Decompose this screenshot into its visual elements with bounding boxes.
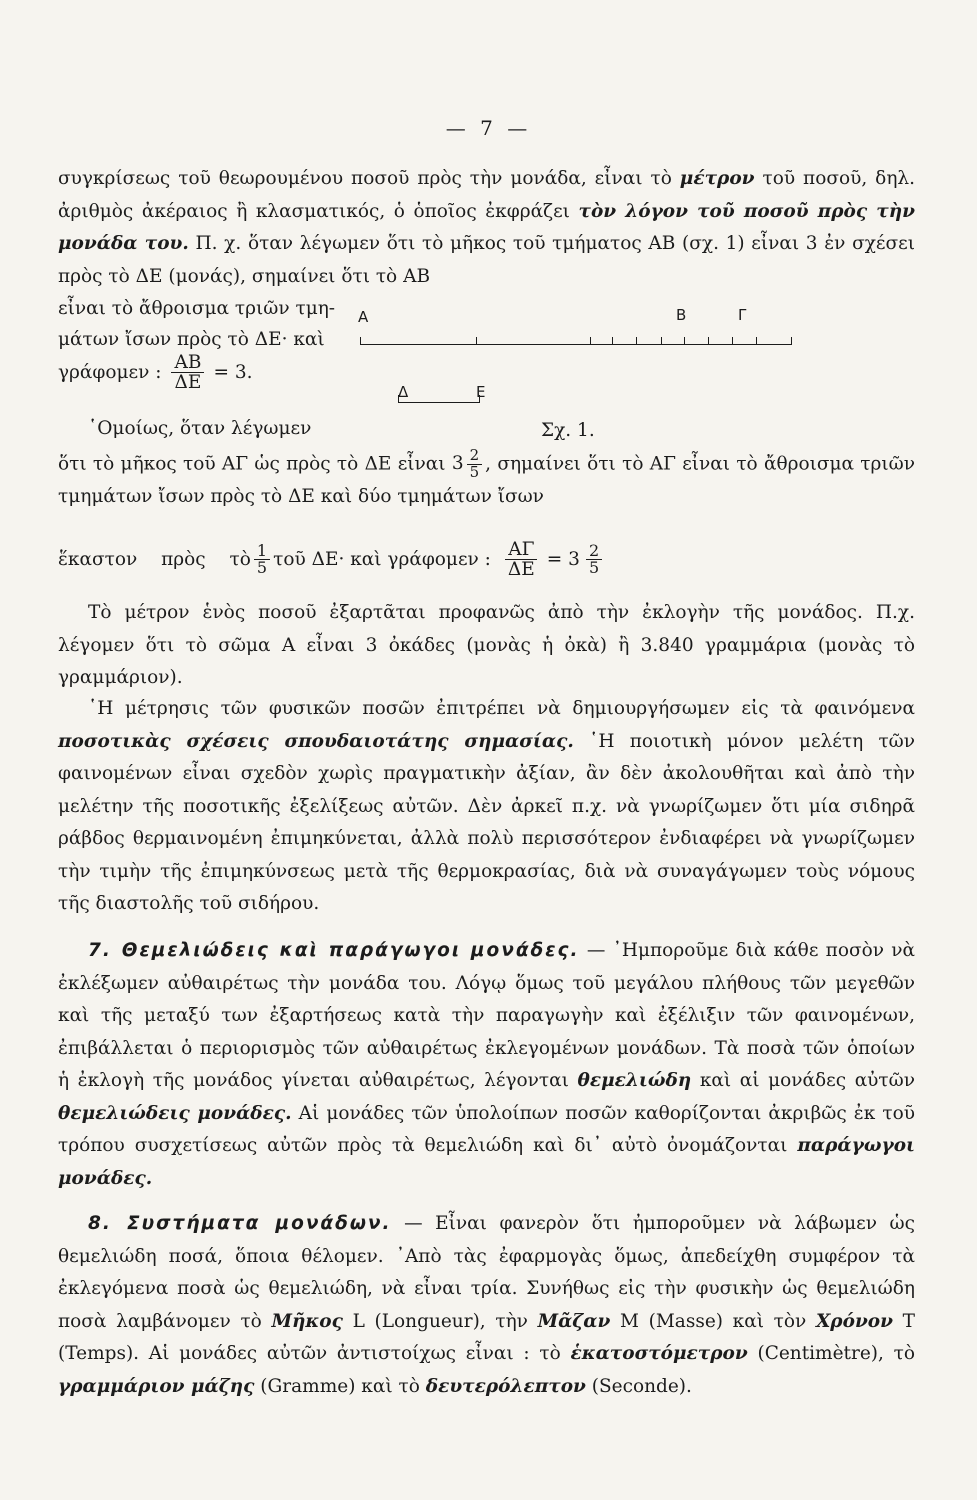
section-7: 7. Θεμελιώδεις καὶ παράγωγοι μονάδες. — ᾿Ημποροῦμε διὰ κάθε ποσὸν νὰ ἐκλέξωμεν αὐθαιρέτως τὴν μονάδα του. Λόγῳ ὅμως τοῦ μεγάλου πλήθους τῶν μεγεθῶν καὶ τῆς μεταξύ των ἐξαρτήσεως κατὰ τὴν παραγωγὴν καὶ ἐξέλιξιν τῶν φαινομένων, ἐπιβάλλεται ὁ περιορισμὸς τῶν αὐθαιρέτως ἐκλεγομένων μονάδων. Τὰ ποσὰ τῶν ὁποίων ἡ ἐκλογὴ τῆς μονάδος γίνεται αὐθαιρέτως, λέγονται θεμελιώδη καὶ αἱ μονάδες αὐτῶν θεμελιώδεις μονάδες. Αἱ μονάδες τῶν ὑπολοίπων ποσῶν καθορίζονται ἀκριβῶς ἐκ τοῦ τρόπου συσχετίσεως αὐτῶν πρὸς τὰ θεμελιώδη καὶ δι᾽ αὐτὸ ὀνομάζονται παράγωγοι μονάδες. — [58, 940, 915, 1189]
emphasis-metron: μέτρον — [679, 168, 755, 189]
paragraph-4: ῾Η μέτρησις τῶν φυσικῶν ποσῶν ἐπιτρέπει νὰ δημιουργήσωμεν εἰς τὰ φαινόμενα ποσοτικὰς σχέσεις σπουδαιοτάτης σημασίας. ῾Η ποιοτικὴ μόνον μελέτη τῶν φαινομένων εἶναι σχεδὸν χωρὶς πραγματικὴν ἀξίαν, ἂν δὲν ἀκολουθῆται καὶ ἀπὸ τὴν μελέτην τῆς ποσοτικῆς ἐξελίξεως αὐτῶν. Δὲν ἀρκεῖ π.χ. νὰ γνωρίζωμεν ὅτι μία σιδηρᾶ ράβδος θερμαινομένη ἐπιμηκύνεται, ἀλλὰ πολὺ περισσότερον ἐνδιαφέρει νὰ γνωρίζωμεν τὴν τιμὴν τῆς ἐπιμηκύνσεως μετὰ τῆς θερμοκρασίας, διὰ νὰ συναγάγωμεν τοὺς νόμους τῆς διαστολῆς τοῦ σιδήρου. — [58, 698, 916, 914]
section-8-heading: 8. Συστήματα μονάδων. — [88, 1213, 392, 1234]
segment-de — [398, 402, 480, 403]
label-e: Ε — [476, 383, 486, 401]
label-b: Β — [676, 306, 687, 324]
ratio-equation: γράφομεν : $\frac{AB}{\Delta E}$ = 3. — [58, 352, 253, 394]
emphasis-logos: τὸν λόγον τοῦ ποσοῦ πρὸς τὴν μονάδα του. — [58, 200, 915, 254]
label-a: Α — [358, 308, 369, 326]
section-7-heading: 7. Θεμελιώδεις καὶ παράγωγοι μονάδες. — [88, 940, 580, 961]
paragraph-1: συγκρίσεως τοῦ θεωρουμένου ποσοῦ πρὸς τὴν μονάδα, εἶναι τὸ μέτρον τοῦ ποσοῦ, δηλ. ἀριθμὸς ἀκέραιος ἢ κλασματικός, ὁ ὁποῖος ἐκφράζει τὸν λόγον τοῦ ποσοῦ πρὸς τὴν μονάδα του. Π. χ. ὅταν λέγωμεν ὅτι τὸ μῆκος τοῦ τμήματος ΑΒ (σχ. 1) εἶναι 3 ἐν σχέσει πρὸς τὸ ΔΕ (μονάς), σημαίνει ὅτι τὸ ΑΒ — [58, 168, 916, 287]
figure-side-text: εἶναι τὸ ἄθροισμα τριῶν τμη- μάτων ἴσων πρὸς τὸ ΔΕ· καὶ — [58, 298, 336, 350]
figure-1 — [358, 300, 858, 460]
section-8: 8. Συστήματα μονάδων. — Εἶναι φανερὸν ὅτι ἠμποροῦμεν νὰ λάβωμεν ὡς θεμελιώδη ποσά, ὅποια θέλομεν. ᾿Απὸ τὰς ἐφαρμογὰς ὅμως, ἀπεδείχθη συμφέρον τὰ ἐκλεγόμενα ποσὰ ὡς θεμελιώδη, νὰ εἶναι τρία. Συνήθως εἰς τὴν φυσικὴν ὡς θεμελιώδη ποσὰ λαμβάνομεν τὸ Μῆκος L (Longueur), τὴν Μᾶζαν M (Masse) καὶ τὸν Χρόνον T (Temps). Αἱ μονάδες αὐτῶν ἀντιστοίχως εἶναι : τὸ ἑκατοστόμετρον (Centimètre), τὸ γραμμάριον μάζης (Gramme) καὶ τὸ δευτερόλεπτον (Seconde). — [58, 1213, 915, 1397]
fraction-ag-de: $\frac{A\Gamma}{\Delta E}$ — [505, 540, 538, 580]
mixed-fraction-3-2-5: 3 $\frac{2}{5}$ — [452, 448, 485, 481]
fraction-1-5: $\frac{1}{5}$ — [254, 543, 270, 578]
paragraph-2-equation-line: ἕκαστον πρὸς τὸ $\frac{1}{5}$ τοῦ ΔΕ· καὶ γράφομεν : $\frac{A\Gamma}{\Delta E}$ = 3 $\frac{2}{5}$ — [58, 540, 915, 580]
label-d: Δ — [398, 383, 409, 401]
label-g: Γ — [738, 306, 747, 324]
figure-caption: Σχ. 1. — [541, 420, 595, 441]
page-number: — 7 — — [445, 116, 532, 140]
fraction-ab-de: $\frac{AB}{\Delta E}$ — [171, 353, 204, 393]
segment-ab-ag — [360, 344, 792, 345]
paragraph-3: Τὸ μέτρον ἑνὸς ποσοῦ ἐξαρτᾶται προφανῶς ἀπὸ τὴν ἐκλογὴν τῆς μονάδος. Π.χ. λέγομεν ὅτι τὸ σῶμα Α εἶναι 3 ὀκάδες (μονὰς ἡ ὀκὰ) ἢ 3.840 γραμμάρια (μονὰς τὸ γραμμάριον). — [58, 602, 915, 688]
paragraph-intro-line: ῾Ομοίως, ὅταν λέγωμεν — [88, 418, 312, 439]
emphasis-posotikas: ποσοτικὰς σχέσεις σπουδαιοτάτης σημασίας. — [58, 730, 574, 752]
paragraph-2: ὅτι τὸ μῆκος τοῦ ΑΓ ὡς πρὸς τὸ ΔΕ εἶναι 3 $\frac{2}{5}$ , σημαίνει ὅτι τὸ ΑΓ εἶναι τὸ ἄθροισμα τριῶν τμημάτων ἴσων πρὸς τὸ ΔΕ καὶ δύο τμημάτων ἴσων — [58, 446, 915, 507]
fraction-2-5: $\frac{2}{5}$ — [586, 543, 602, 578]
